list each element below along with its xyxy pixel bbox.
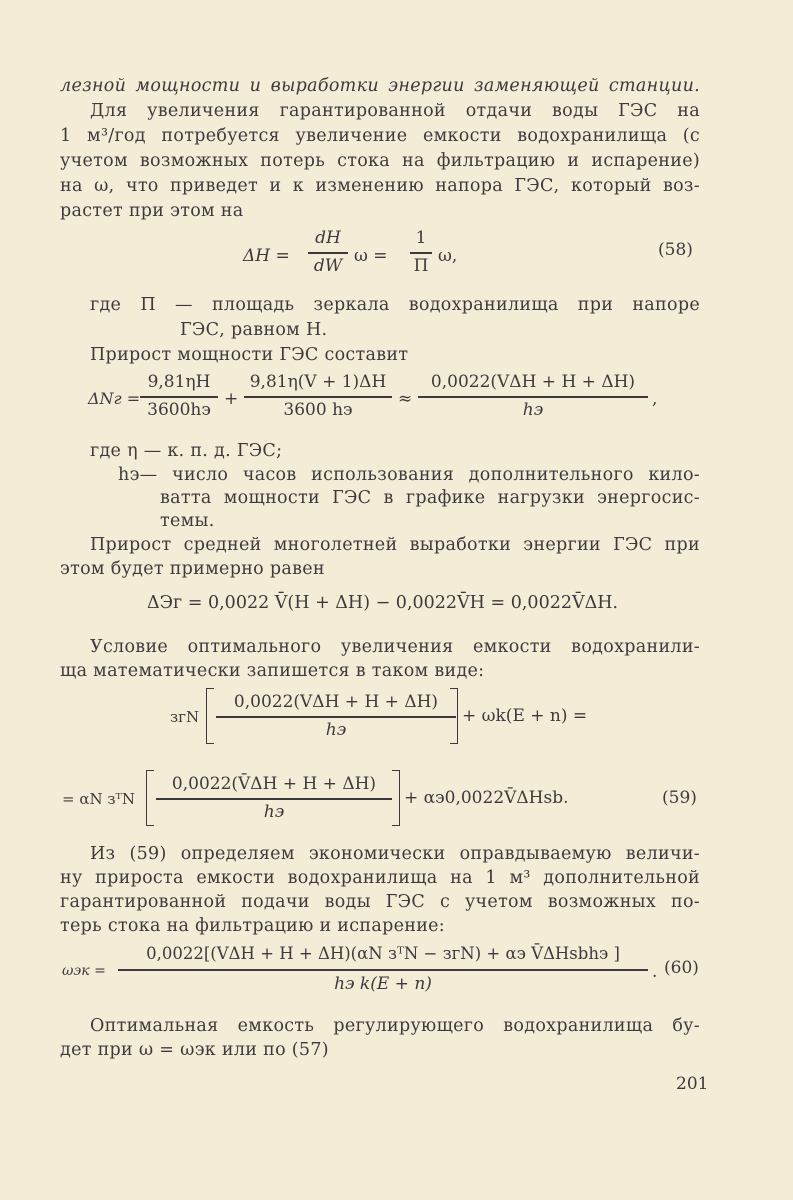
eq58-den2: П: [413, 256, 429, 276]
equation-number-59: (59): [662, 788, 697, 808]
eq59b-den: hэ: [263, 802, 285, 822]
eqN-num1: 9,81ηH: [147, 372, 211, 392]
text-line: на ω, что приведет и к изменению напора ГЭС, который воз-: [60, 176, 700, 196]
fraction-bar: [244, 396, 392, 398]
eq60-lhs: ωэк =: [62, 963, 106, 979]
text-line: этом будет примерно равен: [60, 559, 325, 579]
text-line: Из (59) определяем экономически оправдываемую величи-: [90, 844, 700, 864]
fraction-bar: [156, 798, 392, 800]
equation-number-58: (58): [658, 240, 693, 260]
fraction-bar: [418, 396, 648, 398]
text-line: Оптимальная емкость регулирующего водохранилища бу-: [90, 1016, 700, 1036]
eqN-den2: 3600 hэ: [283, 400, 353, 420]
eqN-num2: 9,81η(V + 1)ΔH: [249, 372, 387, 392]
eq58-den1: dW: [313, 256, 343, 276]
eq58-mid: ω =: [354, 246, 388, 266]
text-line: ну прироста емкости водохранилища на 1 м³ дополнительной: [60, 868, 700, 888]
eq59a-num: 0,0022(VΔH + H + ΔH): [233, 692, 439, 712]
eqN-tail: ,: [652, 389, 658, 409]
fraction-bar: [140, 396, 218, 398]
eq60-tail: .: [652, 962, 658, 982]
text-line: Прирост мощности ГЭС составит: [90, 345, 409, 365]
text-line: Для увеличения гарантированной отдачи воды ГЭС на: [90, 101, 700, 121]
eq59b-coef: = αN зᵀN: [62, 790, 135, 808]
text-line: дет при ω = ωэк или по (57): [60, 1040, 329, 1060]
text-line: Прирост средней многолетней выработки энергии ГЭС при: [90, 535, 700, 555]
left-bracket: [206, 688, 214, 744]
eq59b-num: 0,0022(V̄ΔH + H + ΔH): [171, 774, 377, 794]
text-line: где η — к. п. д. ГЭС;: [90, 441, 283, 461]
eqN-lhs: ΔNг =: [88, 389, 141, 408]
eqN-den1: 3600hэ: [147, 400, 211, 420]
text-line: hэ— число часов использования дополнительного кило-: [118, 465, 700, 485]
fraction-bar: [118, 969, 648, 971]
eq59a-tail: + ωk(E + n) =: [462, 706, 588, 726]
text-line: ГЭС, равном Н.: [180, 320, 328, 340]
right-bracket: [450, 688, 458, 744]
text-line: учетом возможных потерь стока на фильтрацию и испарение): [60, 151, 700, 171]
equation-number-60: (60): [664, 958, 699, 978]
text-line: 1 м³/год потребуется увеличение емкости водохранилища (с: [60, 126, 700, 146]
eq60-den: hэ k(E + n): [334, 974, 432, 994]
eq58-tail: ω,: [438, 246, 458, 266]
text-line: гарантированной подачи воды ГЭС с учетом возможных по-: [60, 892, 700, 912]
fraction-bar: [410, 252, 432, 254]
text-line: темы.: [160, 511, 215, 531]
equation-delta-e: ΔЭг = 0,0022 V̄(H + ΔH) − 0,0022V̄H = 0,0022V̄ΔH.: [147, 593, 619, 613]
fraction-bar: [308, 252, 348, 254]
text-line: Условие оптимального увеличения емкости водохранили-: [90, 637, 700, 657]
eqN-plus: +: [224, 389, 239, 409]
eq59a-den: hэ: [325, 720, 347, 740]
fraction-bar: [216, 716, 456, 718]
text-line: терь стока на фильтрацию и испарение:: [60, 916, 446, 936]
page-number: 201: [676, 1074, 709, 1094]
text-line: растет при этом на: [60, 201, 244, 221]
eq58-lhs: ΔH =: [243, 246, 290, 266]
eq58-num2: 1: [415, 228, 427, 248]
eqN-approx: ≈: [398, 389, 413, 409]
right-bracket: [392, 770, 400, 826]
eq59b-tail: + αэ0,0022V̄ΔHsb.: [404, 788, 569, 808]
eq58-num1: dH: [315, 228, 341, 248]
text-line: лезной мощности и выработки энергии заменяющей станции.: [60, 76, 700, 96]
eq59a-coef: зᴦN: [170, 708, 200, 726]
text-line: ватта мощности ГЭС в графике нагрузки энергосис-: [160, 488, 700, 508]
eqN-den3: hэ: [522, 400, 544, 420]
left-bracket: [146, 770, 154, 826]
text-line: ща математически запишется в таком виде:: [60, 661, 485, 681]
text-line: где П — площадь зеркала водохранилища при напоре: [90, 295, 700, 315]
eq60-num: 0,0022[(VΔH + H + ΔH)(αN зᵀN − зᴦN) + αэ V̄ΔHsbhэ ]: [146, 944, 620, 963]
eqN-num3: 0,0022(VΔH + H + ΔH): [430, 372, 636, 392]
